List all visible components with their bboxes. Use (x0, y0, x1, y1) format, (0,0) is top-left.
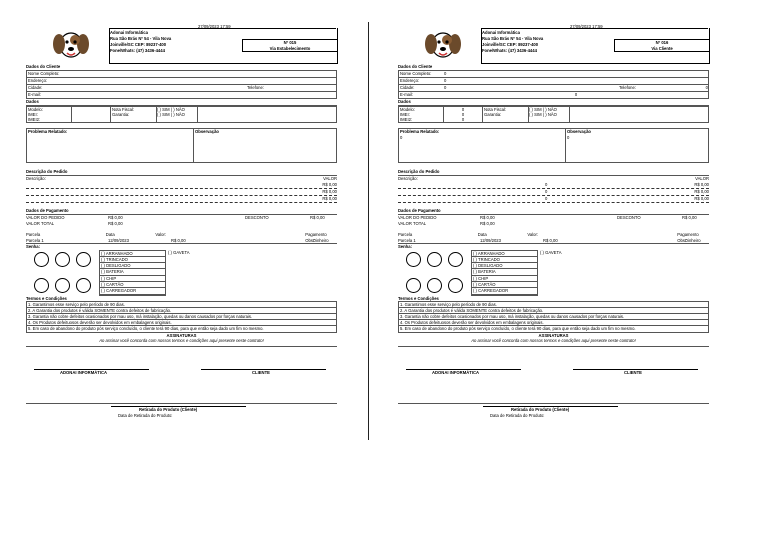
pattern-dot[interactable] (76, 252, 91, 267)
imei2-value: 0 (461, 117, 465, 123)
warranty-label: Garantia: (112, 112, 130, 118)
date-header: Data (105, 232, 115, 238)
order-value-amount: R$ 0,00 (108, 215, 123, 221)
invoice-label: Nota Fiscal: (484, 107, 507, 112)
client-address-label: Endereço: (400, 78, 420, 84)
device-section-title: Dados (26, 99, 337, 106)
term-item-2: 2. A Garantia dos produtos é válida SOMENTE contra defeitos de fabricação. (398, 308, 709, 314)
timestamp: 27/09/2023 17:59 (198, 24, 231, 29)
observation-label: Observação (195, 129, 219, 135)
imei2-label: IMEI2: (400, 117, 413, 123)
device-section-title: Dados (398, 99, 709, 106)
payment-section-title: Dados de Pagamento (26, 208, 337, 215)
client-email-label: E-mail: (400, 92, 414, 98)
client-address-label: Endereço: (28, 78, 48, 84)
model-label: Modelo: (400, 107, 415, 112)
condition-check-6[interactable]: ( ) CARREGADOR (472, 288, 537, 294)
order-number: Nº 015 (283, 40, 297, 45)
order-value-amount: R$ 0,00 (480, 215, 495, 221)
page-divider (368, 22, 369, 440)
pattern-dot[interactable] (34, 278, 49, 293)
withdraw-label: Retirada do Produto (Cliente) (139, 406, 198, 412)
order-line-2-zero: 0 (544, 189, 548, 195)
description-label: Descrição: (26, 176, 46, 182)
order-number-box (614, 39, 710, 52)
term-item-5: 5. Em caso de abandono do produto pós serviço concluído, o cliente terá 90 dias, para que então seja dado um fim no mesmo. (398, 326, 709, 332)
client-name-label: Nome Completo: (400, 71, 432, 77)
condition-check-6[interactable]: ( ) CARREGADOR (100, 288, 165, 294)
client-phone-value: 0 (705, 85, 708, 91)
condition-checklist (99, 250, 166, 296)
order-line-3-amount: R$ 0,00 (694, 196, 709, 202)
receipt-establishment (26, 24, 337, 420)
order-line-1-amount: R$ 0,00 (322, 182, 337, 188)
total-label: VALOR TOTAL (398, 220, 427, 226)
discount-label: DESCONTO (617, 215, 641, 221)
pattern-dot[interactable] (427, 278, 442, 293)
business-phone: Fone/Whats: (47) 3436-4444 (110, 48, 165, 53)
warranty-yesno[interactable]: ( ) SIM ( ) NÃO (529, 112, 557, 118)
dog-logo-icon (51, 30, 91, 60)
client-address-value: 0 (444, 78, 447, 84)
receipt-header (398, 24, 709, 64)
order-number: Nº 016 (655, 40, 669, 45)
business-info (110, 30, 171, 54)
invoice-yesno[interactable]: ( ) SIM ( ) NÃO (157, 107, 185, 112)
timestamp: 27/09/2023 17:59 (570, 24, 603, 29)
condition-check-3[interactable]: ( ) BATERIA (472, 269, 537, 275)
agreement-text: Ao assinar você concorda com nossos termos e condições aqui presente neste contrato! (471, 337, 636, 343)
condition-check-3[interactable]: ( ) BATERIA (100, 269, 165, 275)
installment-date: 12/09/2023 (480, 237, 501, 243)
term-item-4: 4. Os Produtos defeituosos deverão ser devolvidos em embalagens originais. (398, 320, 709, 326)
pattern-dot[interactable] (34, 252, 49, 267)
condition-check-2[interactable]: ( ) DESLIGADO (100, 263, 165, 269)
model-label: Modelo: (28, 107, 43, 112)
signatures-title: ASSINATURAS (166, 332, 197, 338)
term-item-2: 2. A Garantia dos produtos é válida SOMENTE contra defeitos de fabricação. (26, 308, 337, 314)
warranty-yesno[interactable]: ( ) SIM ( ) NÃO (157, 112, 185, 118)
client-city-value: 0 (444, 85, 447, 91)
condition-check-0[interactable]: ( ) ARRANHADO (472, 251, 537, 257)
order-line-1-zero: 0 (544, 182, 548, 188)
business-address: Rua São Brás Nº 54 - Vila Nova (110, 36, 172, 41)
order-section-title: Descrição do Pedido (26, 169, 337, 176)
drawer-check[interactable]: ( ) GAVETA (540, 249, 562, 255)
company-signature-label: ADONAI INFORMÁTICA (60, 369, 107, 375)
condition-check-2[interactable]: ( ) DESLIGADO (472, 263, 537, 269)
installment-value: Parcela 1 (26, 237, 44, 243)
method-header: Pagamento Obs.: (305, 232, 327, 243)
value-header-payment: Valor: (527, 232, 539, 238)
observation-value: 0 (567, 134, 570, 140)
client-section-title: Dados do Cliente (398, 64, 709, 71)
value-header: VALOR (323, 176, 337, 182)
description-label: Descrição: (398, 176, 418, 182)
business-info (482, 30, 543, 54)
invoice-yesno[interactable]: ( ) SIM ( ) NÃO (529, 107, 557, 112)
discount-label: DESCONTO (245, 215, 269, 221)
installment-value: Parcela 1 (398, 237, 416, 243)
method-header: Pagamento Obs.: (677, 232, 699, 243)
client-city-label: Cidade: (28, 85, 43, 91)
order-value-label: VALOR DO PEDIDO (26, 215, 65, 221)
order-line-2-amount: R$ 0,00 (322, 189, 337, 195)
dog-logo-icon (423, 30, 463, 60)
business-name: Adonai Informática (482, 30, 520, 35)
via-label: Via Estabelecimento (269, 45, 311, 51)
problem-label: Problema Relatado: (28, 129, 68, 135)
condition-checklist (471, 250, 538, 296)
installment-date: 12/09/2023 (108, 237, 129, 243)
installment-header: Parcela (398, 232, 413, 238)
receipt-client (398, 24, 709, 420)
pattern-dot[interactable] (448, 278, 463, 293)
signatures-title: ASSINATURAS (538, 332, 569, 338)
date-header: Data (477, 232, 487, 238)
model-value: 0 (461, 107, 465, 112)
drawer-check[interactable]: ( ) GAVETA (168, 249, 190, 255)
term-item-3: 3. Garantia não cobre defeitos ocasionados por mau uso, má instalação, quedas ou danos causados por forças naturais. (26, 314, 337, 320)
condition-check-4[interactable]: ( ) CHIP (100, 276, 165, 282)
term-item-4: 4. Os Produtos defeituosos deverão ser devolvidos em embalagens originais. (26, 320, 337, 326)
order-line-2-amount: R$ 0,00 (694, 189, 709, 195)
invoice-label: Nota Fiscal: (112, 107, 135, 112)
withdraw-date-label: Data de Retirada do Produto: (490, 412, 545, 418)
pattern-dot[interactable] (55, 278, 70, 293)
terms-list (398, 302, 709, 333)
total-label: VALOR TOTAL (26, 220, 55, 226)
order-number-box (242, 39, 338, 52)
order-line-3-amount: R$ 0,00 (322, 196, 337, 202)
password-section-title: Senha: (398, 244, 412, 250)
client-name-value: 0 (444, 71, 447, 77)
withdraw-label: Retirada do Produto (Cliente) (511, 406, 570, 412)
pattern-dot[interactable] (427, 252, 442, 267)
installment-header: Parcela (26, 232, 41, 238)
installment-amount: R$ 0,00 (171, 237, 186, 243)
imei-label: IMEI: (400, 112, 410, 118)
condition-check-4[interactable]: ( ) CHIP (472, 276, 537, 282)
problem-value: 0 (400, 134, 403, 140)
imei-value: 0 (461, 112, 465, 118)
term-item-3: 3. Garantia não cobre defeitos ocasionados por mau uso, má instalação, quedas ou danos causados por forças naturais. (398, 314, 709, 320)
total-amount: R$ 0,00 (108, 220, 123, 226)
pattern-dot[interactable] (448, 252, 463, 267)
agreement-text: Ao assinar você concorda com nossos termos e condições aqui presente neste contrato! (99, 337, 264, 343)
installment-amount: R$ 0,00 (543, 237, 558, 243)
pattern-dot[interactable] (55, 252, 70, 267)
withdraw-date-label: Data de Retirada do Produto: (118, 412, 173, 418)
order-value-label: VALOR DO PEDIDO (398, 215, 437, 221)
business-address: Rua São Brás Nº 54 - Vila Nova (482, 36, 544, 41)
total-amount: R$ 0,00 (480, 220, 495, 226)
discount-amount: R$ 0,00 (310, 215, 325, 221)
receipt-header (26, 24, 337, 64)
warranty-label: Garantia: (484, 112, 502, 118)
value-header-payment: Valor: (155, 232, 167, 238)
imei-label: IMEI: (28, 112, 38, 118)
order-line-1-amount: R$ 0,00 (694, 182, 709, 188)
company-signature-label: ADONAI INFORMÁTICA (432, 369, 479, 375)
business-city: Joinville/SC CEP: 89237-400 (110, 42, 167, 47)
terms-section-title: Termos e Condições (398, 296, 709, 302)
client-signature-label: CLIENTE (252, 369, 270, 375)
value-header: VALOR (695, 176, 709, 182)
order-line-3-zero: 0 (544, 196, 548, 202)
client-email-value: 0 (574, 92, 578, 98)
payment-method: Dinheiro (685, 237, 701, 243)
terms-list (26, 302, 337, 333)
password-section-title: Senha: (26, 244, 40, 250)
imei2-label: IMEI2: (28, 117, 41, 123)
observation-label: Observação (567, 129, 591, 135)
payment-section-title: Dados de Pagamento (398, 208, 709, 215)
condition-check-0[interactable]: ( ) ARRANHADO (100, 251, 165, 257)
problem-label: Problema Relatado: (400, 129, 440, 135)
business-city: Joinville/SC CEP: 89237-400 (482, 42, 539, 47)
client-phone-label: Telefone: (619, 85, 636, 91)
client-phone-label: Telefone: (247, 85, 264, 91)
condition-check-5[interactable]: ( ) CARTÃO (472, 282, 537, 288)
term-item-5: 5. Em caso de abandono do produto pós serviço concluído, o cliente terá 90 dias, para que então seja dado um fim no mesmo. (26, 326, 337, 332)
terms-section-title: Termos e Condições (26, 296, 337, 302)
pattern-dot[interactable] (406, 252, 421, 267)
client-city-label: Cidade: (400, 85, 415, 91)
order-section-title: Descrição do Pedido (398, 169, 709, 176)
client-email-label: E-mail: (28, 92, 42, 98)
term-item-1: 1. Garantimos esse serviço pelo período de 90 dias. (398, 302, 709, 308)
pattern-dot[interactable] (406, 278, 421, 293)
via-label: Via Cliente (651, 45, 673, 51)
client-signature-label: CLIENTE (624, 369, 642, 375)
payment-method: Dinheiro (313, 237, 329, 243)
client-section-title: Dados do Cliente (26, 64, 337, 71)
condition-check-1[interactable]: ( ) TRINCADO (100, 257, 165, 263)
client-name-label: Nome Completo: (28, 71, 60, 77)
condition-check-5[interactable]: ( ) CARTÃO (100, 282, 165, 288)
term-item-1: 1. Garantimos esse serviço pelo período de 90 dias. (26, 302, 337, 308)
condition-check-1[interactable]: ( ) TRINCADO (472, 257, 537, 263)
pattern-dot[interactable] (76, 278, 91, 293)
business-phone: Fone/Whats: (47) 3436-4444 (482, 48, 537, 53)
business-name: Adonai Informática (110, 30, 148, 35)
discount-amount: R$ 0,00 (682, 215, 697, 221)
